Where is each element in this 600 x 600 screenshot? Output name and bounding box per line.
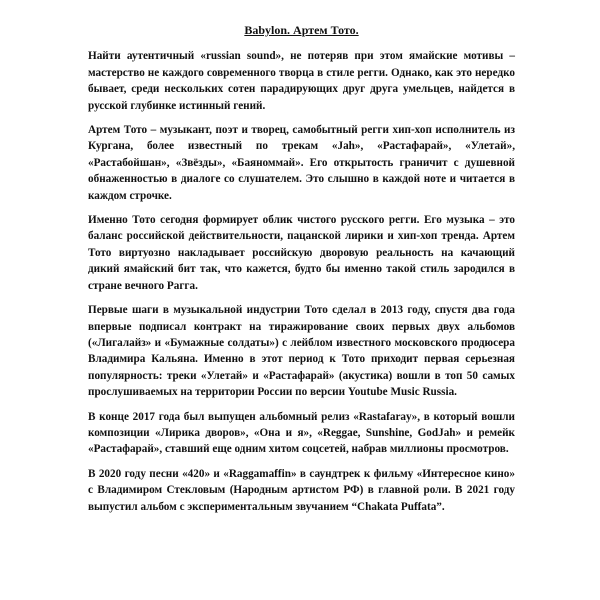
paragraph-artist: Артем Тото – музыкант, поэт и творец, самобытный регги хип-хоп исполнитель из Кургана, более известный по трекам «Jah», «Растафарай», «Улетай», «Растабойшан», «Звёзды», «Баяноммай». Его открытость граничит с душевной обнаженностью в диалоге со слушателем. Это слышно в каждой ноте и читается в каждом строчке. <box>88 124 515 202</box>
paragraph-style: Именно Тото сегодня формирует облик чистого русского регги. Его музыка – это баланс российской действительности, пацанской лирики и хип-хоп тренда. Артем Тото виртуозно накладывает российскую дворовую реальность на качающий дикий ямайский бит так, что кажется, будто бы именно такой стиль зародился в стране вечного Рагга. <box>88 214 515 292</box>
paragraph-intro: Найти аутентичный «russian sound», не потеряв при этом ямайские мотивы – мастерство не каждого современного творца в стиле регги. Однако, как это нередко бывает, среди нескольких сотен парадирующих друг друга умельцев, найдется в русской глубинке истинный гений. <box>88 50 515 112</box>
document-title: Babylon. Артем Тото. <box>244 23 359 37</box>
paragraph-2017: В конце 2017 года был выпущен альбомный релиз «Rastafaray», в который вошли композиции «Лирика дворов», «Она и я», «Reggae, Sunshine, GodJah» и ремейк «Растафарай», ставший еще одним хитом соцсетей, набрав миллионы просмотров. <box>88 410 515 456</box>
paragraph-career: Первые шаги в музыкальной индустрии Тото сделал в 2013 году, спустя два года впервые подписал контракт на тиражирование своих первых двух альбомов («Лигалайз» и «Бумажные солдаты») с лейблом известного московского продюсера Владимира Кальяна. Именно в этот период к Тото приходит первая серьезная популярность: треки «Улетай» и «Растафарай» (акустика) вошли в топ 50 самых прослушиваемых на территории России по версии Youtube Music Russia. <box>88 304 515 399</box>
document-page <box>88 22 515 523</box>
paragraph-2020: В 2020 году песни «420» и «Raggamaffin» в саундтрек к фильму «Интересное кино» с Владимиром Стекловым (Народным артистом РФ) в главной роли. В 2021 году выпустил альбом с экспериментальным звучанием “Chakata Puffata”. <box>88 467 515 513</box>
